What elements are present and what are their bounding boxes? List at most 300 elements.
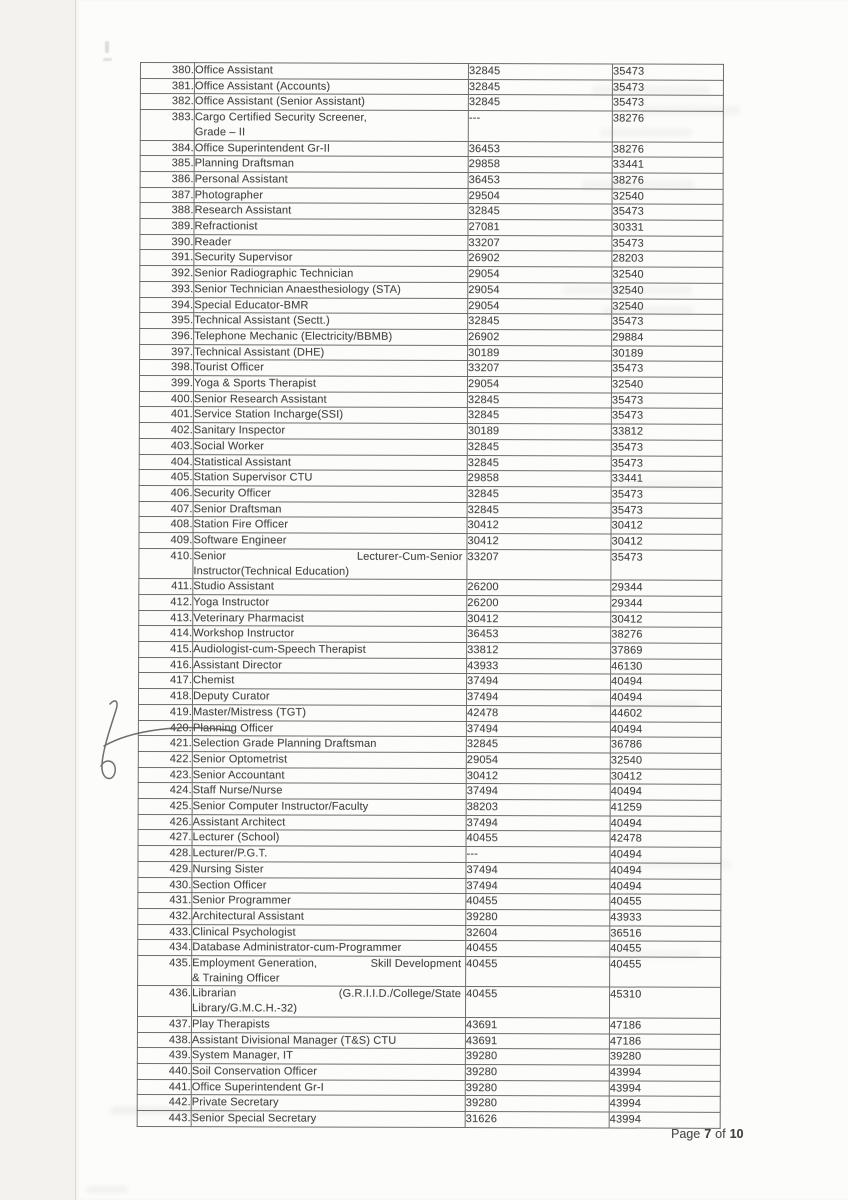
row-value-2: 35473 [612,64,723,80]
row-value-2: 47186 [609,1034,720,1050]
row-value-2: 40494 [610,722,721,738]
row-value-2: 30412 [611,518,722,534]
row-value-2: 30412 [611,534,722,550]
row-value-1: 31626 [465,1112,609,1128]
row-post-name: Station Fire Officer [193,517,467,534]
row-value-2: 35473 [612,80,723,96]
row-serial-number: 389. [140,219,194,235]
row-value-2: 40494 [610,847,721,863]
row-value-1: 33207 [468,361,612,377]
row-value-2: 40494 [610,863,721,879]
row-serial-number: 425. [138,799,192,815]
row-value-2: 35473 [612,314,723,330]
table-row [140,78,723,96]
row-post-name: Research Assistant [194,203,468,220]
row-serial-number: 390. [140,234,194,250]
row-value-1: 37494 [466,784,610,800]
row-value-2: 35473 [612,361,723,377]
row-post-name: Veterinary Pharmacist [193,610,467,627]
table-row [140,328,723,346]
row-post-name: Yoga Instructor [193,595,467,612]
row-serial-number: 438. [137,1032,191,1048]
row-value-2: 40494 [610,690,721,706]
row-post-name: Technical Assistant (DHE) [194,344,468,361]
row-value-1: 39280 [466,909,610,925]
row-value-1: 32845 [467,392,611,408]
row-value-1: 39280 [465,1065,609,1081]
row-value-1: 26902 [468,251,612,267]
row-serial-number: 406. [139,485,193,501]
row-serial-number: 430. [138,877,192,893]
row-serial-number: 440. [137,1063,191,1079]
row-value-1: 32845 [468,64,612,80]
row-serial-number: 410. [139,548,193,579]
row-post-name: Soil Conservation Officer [191,1064,465,1081]
row-serial-number: 431. [138,893,192,909]
row-value-2: 35473 [611,440,722,456]
post-name-line [192,956,465,972]
row-serial-number: 383. [140,110,194,141]
table-row [139,642,722,660]
row-value-1: 29054 [468,267,612,283]
row-value-2: 33441 [612,157,723,173]
row-value-1: 26200 [467,595,611,611]
row-value-1: --- [466,847,610,863]
row-post-name: Planning Draftsman [194,156,468,173]
scan-smudge [105,41,109,53]
row-value-2: 37869 [611,643,722,659]
row-post-name: Senior Research Assistant [193,391,467,408]
row-value-2: 32540 [610,753,721,769]
row-serial-number: 393. [140,281,194,297]
table-row [140,344,723,362]
row-value-2: 43994 [609,1065,720,1081]
row-value-1: 43691 [465,1033,609,1049]
row-post-name: Lecturer/P.G.T. [192,846,466,863]
table-row [140,94,723,112]
row-serial-number: 426. [138,814,192,830]
row-value-2: 38276 [612,111,723,142]
row-value-1: 39280 [465,1096,609,1112]
row-serial-number: 403. [139,438,193,454]
row-value-1: 26902 [468,329,612,345]
table-row [139,657,722,675]
table-row [140,281,723,299]
row-serial-number: 413. [139,610,193,626]
row-post-name: Yoga & Sports Therapist [193,376,467,393]
row-value-1: 40455 [466,987,610,1018]
of-label: of [715,1127,726,1141]
row-serial-number: 401. [139,407,193,423]
table-row [139,454,722,472]
row-post-name: Technical Assistant (Sectt.) [194,313,468,330]
row-value-1: 43691 [465,1017,609,1033]
row-serial-number: 412. [139,594,193,610]
row-serial-number: 407. [139,501,193,517]
row-value-1: 32845 [468,95,612,111]
row-value-1: 30189 [467,424,611,440]
row-value-2: 43994 [609,1112,720,1128]
row-value-1: 39280 [465,1080,609,1096]
table-row [140,156,723,174]
row-value-1: 32845 [467,502,611,518]
row-post-name: Station Supervisor CTU [193,470,467,487]
row-value-1: 40455 [466,957,610,988]
row-serial-number: 427. [138,830,192,846]
table-row [139,610,722,628]
row-post-name: Office Assistant [194,63,468,80]
row-value-2: 36786 [610,737,721,753]
table-row [137,1048,720,1066]
post-name-line: Grade – II [194,125,246,139]
row-value-1: 39280 [465,1049,609,1065]
table-row [138,924,721,942]
row-post-name: Personal Assistant [194,172,468,189]
row-serial-number: 441. [137,1079,191,1095]
row-post-name: Senior Programmer [192,893,466,910]
row-post-name: Section Officer [192,877,466,894]
row-serial-number: 394. [140,297,194,313]
row-value-1: 27081 [468,220,612,236]
row-value-2: 35473 [611,393,722,409]
row-value-1: 26200 [467,580,611,596]
row-value-2: 38276 [612,173,723,189]
row-post-name: Assistant Architect [192,814,466,831]
table-row [140,360,723,378]
table-row [138,861,721,879]
table-row [138,846,721,864]
row-value-1: 32845 [468,79,612,95]
table-row [140,140,723,158]
table-row [137,1095,720,1113]
table-row [138,986,721,1018]
row-post-name: Staff Nurse/Nurse [192,783,466,800]
table-row [140,297,723,315]
row-value-2: 33441 [611,471,722,487]
table-row [139,579,722,597]
row-value-2: 40455 [610,941,721,957]
row-value-2: 32540 [612,299,723,315]
row-value-2: 41259 [610,800,721,816]
row-post-name: Lecturer (School) [192,830,466,847]
row-value-1: 29858 [468,157,612,173]
row-value-2: 40494 [611,674,722,690]
post-name-line: Instructor(Technical Education) [193,564,350,578]
row-post-name: Senior Draftsman [193,501,467,518]
row-serial-number: 442. [137,1095,191,1111]
row-post-name: Studio Assistant [193,579,467,596]
row-post-name: Workshop Instructor [193,626,467,643]
row-post-name: Office Superintendent Gr-II [194,140,468,157]
row-serial-number: 414. [139,626,193,642]
row-value-1: 29858 [467,471,611,487]
post-name-line [193,549,466,565]
table-row [137,1079,720,1097]
row-value-2: 45310 [609,987,720,1018]
row-post-name: Architectural Assistant [192,909,466,926]
row-serial-number: 411. [139,579,193,595]
scan-smudge [103,58,112,61]
row-value-1: 33207 [468,235,612,251]
table-row [138,956,721,988]
row-value-1: 37494 [467,674,611,690]
post-name-segment: Skill Development [370,957,462,971]
row-value-2: 35473 [612,204,723,220]
row-post-name: Service Station Incharge(SSI) [193,407,467,424]
table-row [140,110,723,142]
row-serial-number: 424. [138,783,192,799]
row-post-name: Social Worker [193,439,467,456]
row-serial-number: 380. [140,63,194,79]
table-row [137,1016,720,1034]
row-serial-number: 384. [140,140,194,156]
row-post-name: Senior Technician Anaesthesiology (STA) [194,282,468,299]
row-post-name: Private Secretary [191,1095,465,1112]
row-value-2: 40494 [610,816,721,832]
row-value-2: 29884 [612,330,723,346]
row-value-1: 40455 [466,941,610,957]
row-value-1: 30412 [467,518,611,534]
row-value-2: 35473 [611,408,722,424]
page-footer [671,1127,744,1141]
table-row [138,877,721,895]
table-row [139,391,722,409]
row-value-1: 32845 [467,439,611,455]
row-post-name: Photographer [194,187,468,204]
row-value-1: 30189 [468,345,612,361]
pay-scale-table [137,62,724,1129]
paper-left-edge [75,0,76,1200]
row-value-1: 29054 [467,377,611,393]
page-number: 7 [704,1127,712,1141]
row-value-2: 35473 [612,95,723,111]
row-serial-number: 408. [139,517,193,533]
post-name-segment: Librarian [192,987,237,1000]
row-post-name: Office Assistant (Senior Assistant) [194,94,468,111]
row-value-2: 32540 [612,267,723,283]
row-value-2: 35473 [611,487,722,503]
row-value-1: 40455 [466,894,610,910]
row-value-1: 29054 [468,298,612,314]
row-serial-number: 437. [137,1016,191,1032]
table-row [138,893,721,911]
row-value-1: 30412 [467,611,611,627]
table-row [137,1032,720,1050]
row-serial-number: 429. [138,861,192,877]
row-value-2: 43994 [609,1096,720,1112]
row-value-1: 37494 [466,815,610,831]
row-value-2: 29344 [611,596,722,612]
row-post-name: Play Therapists [191,1017,465,1034]
row-value-2: 35473 [611,503,722,519]
row-value-2: 40494 [610,879,721,895]
table-row [139,376,722,394]
table-row [140,250,723,268]
row-serial-number: 405. [139,470,193,486]
table-row [138,799,721,817]
row-value-1: 40455 [466,831,610,847]
table-row [140,313,723,331]
row-value-2: 44602 [610,706,721,722]
row-value-1: 29054 [468,282,612,298]
row-post-name: Assistant Divisional Manager (T&S) CTU [191,1032,465,1049]
row-serial-number: 392. [140,266,194,282]
row-value-2: 30412 [611,612,722,628]
row-value-2: 46130 [611,659,722,675]
row-serial-number: 399. [139,376,193,392]
table-row [137,1063,720,1081]
row-serial-number: 398. [140,360,194,376]
row-post-name: Senior Accountant [192,767,466,784]
row-serial-number: 382. [140,94,194,110]
row-post-name: Security Officer [193,486,467,503]
row-serial-number: 419. [138,704,192,720]
row-value-2: 38276 [611,627,722,643]
row-value-1: 38203 [466,800,610,816]
row-serial-number: 397. [140,344,194,360]
row-post-name: Special Educator-BMR [194,297,468,314]
row-value-1: 37494 [466,862,610,878]
table-row [139,470,722,488]
table-row [139,673,722,691]
table-row [139,485,722,503]
table-row [139,517,722,535]
row-serial-number: 387. [140,187,194,203]
row-value-2: 30412 [610,769,721,785]
row-value-2: 36516 [610,926,721,942]
row-post-name: Senior Special Secretary [191,1111,465,1128]
row-post-name: Sanitary Inspector [193,423,467,440]
table-row [140,219,723,237]
row-serial-number: 386. [140,171,194,187]
row-value-2: 33812 [611,424,722,440]
row-value-1: 32845 [467,455,611,471]
table-row [137,1111,720,1129]
row-post-name [193,548,467,579]
table-row [139,594,722,612]
row-post-name: Assistant Director [193,657,467,674]
row-serial-number: 436. [138,986,192,1017]
row-value-1: 37494 [466,690,610,706]
table-row [138,830,721,848]
row-post-name: Nursing Sister [192,862,466,879]
table-row [139,501,722,519]
row-serial-number: 417. [139,673,193,689]
row-post-name: Telephone Mechanic (Electricity/BBMB) [194,329,468,346]
row-serial-number: 415. [139,642,193,658]
row-serial-number: 388. [140,203,194,219]
row-value-1: 36453 [467,627,611,643]
pay-scale-table-body [137,63,723,1129]
table-row [140,63,723,81]
row-value-2: 40455 [610,894,721,910]
row-value-1: 36453 [468,172,612,188]
table-row [139,533,722,551]
row-serial-number: 443. [137,1111,191,1127]
table-row [139,548,722,580]
row-serial-number: 432. [138,908,192,924]
row-value-1: 32845 [468,204,612,220]
row-post-name: Senior Computer Instructor/Faculty [192,799,466,816]
row-post-name: Office Superintendent Gr-I [191,1079,465,1096]
row-post-name: Deputy Curator [192,689,466,706]
row-value-1: 37494 [466,878,610,894]
row-value-2: 29344 [611,580,722,596]
page-label: Page [671,1127,701,1141]
table-row [139,626,722,644]
row-serial-number: 423. [138,767,192,783]
row-value-2: 30331 [612,220,723,236]
row-value-2: 35473 [611,550,722,581]
post-name-line: & Training Officer [192,971,280,985]
row-post-name: Senior Optometrist [192,752,466,769]
row-value-2: 32540 [612,283,723,299]
row-serial-number: 395. [140,313,194,329]
post-name-line: Library/G.M.C.H.-32) [192,1002,298,1015]
row-post-name [194,110,468,141]
table-row [138,908,721,926]
row-value-1: 43933 [467,658,611,674]
row-post-name: Clinical Psychologist [192,924,466,941]
row-value-1: 36453 [468,141,612,157]
row-value-1: 32845 [466,737,610,753]
table-row [140,171,723,189]
row-serial-number: 409. [139,533,193,549]
row-value-1: 37494 [466,721,610,737]
row-post-name: Software Engineer [193,533,467,550]
table-row [139,407,722,425]
row-serial-number: 418. [138,689,192,705]
row-post-name: Audiologist-cum-Speech Therapist [193,642,467,659]
row-post-name: Tourist Officer [194,360,468,377]
row-value-1: 29054 [466,752,610,768]
row-value-2: 35473 [611,456,722,472]
row-value-1: 32845 [468,314,612,330]
row-value-1: 33207 [467,549,611,580]
row-value-2: 40455 [610,957,721,988]
row-serial-number: 433. [138,924,192,940]
row-value-1: 32845 [467,487,611,503]
row-value-2: 39280 [609,1049,720,1065]
row-value-1: 29504 [468,188,612,204]
table-row [140,187,723,205]
post-name-line [192,987,465,1003]
row-value-2: 40494 [610,784,721,800]
row-value-2: 32540 [611,377,722,393]
post-name-line: Cargo Certified Security Screener, [194,111,367,124]
row-value-2: 42478 [610,831,721,847]
row-serial-number: 420. [138,720,192,736]
pay-scale-table-container [137,62,723,1129]
row-post-name: Reader [194,234,468,251]
post-name-segment: Employment Generation, [192,957,318,970]
row-value-2: 32540 [612,189,723,205]
row-serial-number: 404. [139,454,193,470]
row-serial-number: 400. [139,391,193,407]
table-row [138,814,721,832]
row-value-1: 33812 [467,643,611,659]
handwritten-signature-mark [84,696,244,801]
row-value-2: 28203 [612,251,723,267]
row-value-2: 43933 [610,910,721,926]
row-serial-number: 421. [138,736,192,752]
table-row [139,423,722,441]
row-value-2: 35473 [612,236,723,252]
row-serial-number: 434. [138,940,192,956]
row-serial-number: 381. [140,78,194,94]
row-post-name: Planning Officer [192,720,466,737]
row-post-name: Master/Mistress (TGT) [192,704,466,721]
